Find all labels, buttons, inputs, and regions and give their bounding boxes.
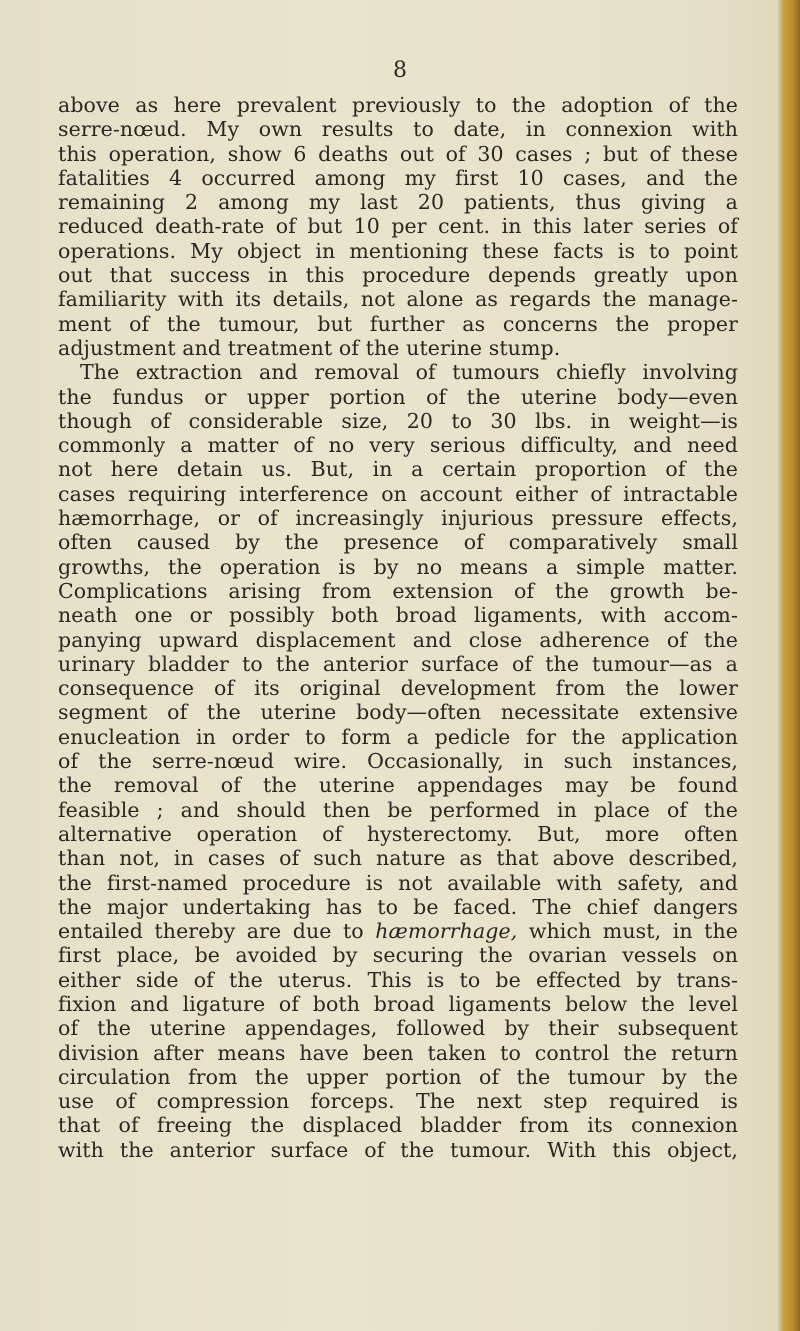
text-line: of the uterine appendages, followed by their subsequent — [58, 1016, 738, 1041]
text-line: reduced death-rate of but 10 per cent. in this later series of — [58, 214, 738, 239]
text-line: consequence of its original development from the lower — [58, 676, 738, 701]
text-line: growths, the operation is by no means a simple matter. — [58, 554, 738, 579]
text-line: use of compression forceps. The next step required is — [58, 1089, 738, 1114]
text-line: first place, be avoided by securing the ovarian vessels on — [58, 943, 738, 968]
page-number: 8 — [393, 58, 407, 83]
text-line: division after means have been taken to control the return — [58, 1040, 738, 1065]
text-line: out that success in this procedure depends greatly upon — [58, 263, 738, 288]
italic-term: hæmorrhage, — [375, 919, 518, 944]
text-line: fatalities 4 occurred among my first 10 cases, and the — [58, 165, 738, 190]
text-line: fixion and ligature of both broad ligaments below the level — [58, 991, 738, 1016]
text-line: with the anterior surface of the tumour. With this object, — [58, 1137, 738, 1162]
text-line: alternative operation of hysterectomy. But, more often — [58, 821, 738, 846]
text-line: familiarity with its details, not alone as regards the manage- — [58, 287, 738, 312]
text-line: either side of the uterus. This is to be effected by trans- — [58, 967, 738, 992]
text-line: the major undertaking has to be faced. The chief dangers — [58, 894, 738, 919]
text-line: feasible ; and should then be performed in place of the — [58, 797, 738, 822]
text-line: serre-nœud. My own results to date, in connexion with — [58, 117, 738, 142]
text-line: panying upward displacement and close adherence of the — [58, 627, 738, 652]
page-gilt-edge — [782, 0, 800, 1331]
text-line: remaining 2 among my last 20 patients, thus giving a — [58, 190, 738, 215]
body-text — [58, 93, 738, 1162]
text-line: ment of the tumour, but further as concerns the proper — [58, 311, 738, 336]
text-line: The extraction and removal of tumours chiefly involving — [80, 360, 738, 385]
text-line: the removal of the uterine appendages may be found — [58, 773, 738, 798]
text-run: entailed thereby are due to — [58, 919, 376, 944]
text-line: segment of the uterine body—often necessitate extensive — [58, 700, 738, 725]
text-line: of the serre-nœud wire. Occasionally, in such instances, — [58, 749, 738, 774]
text-line: urinary bladder to the anterior surface of the tumour—as a — [58, 651, 738, 676]
text-line: though of considerable size, 20 to 30 lbs. in weight—is — [58, 408, 738, 433]
text-line: often caused by the presence of comparatively small — [58, 530, 738, 555]
text-line: the fundus or upper portion of the uterine body—even — [58, 384, 738, 409]
text-line: commonly a matter of no very serious difficulty, and need — [58, 433, 738, 458]
text-line: Complications arising from extension of the growth be- — [58, 578, 738, 603]
text-line: that of freeing the displaced bladder from its connexion — [58, 1113, 738, 1138]
text-line: above as here prevalent previously to the adoption of the — [58, 93, 738, 117]
text-line: circulation from the upper portion of the tumour by the — [58, 1064, 738, 1089]
text-line: cases requiring interference on account either of intractable — [58, 481, 738, 506]
text-line: not here detain us. But, in a certain proportion of the — [58, 457, 738, 482]
text-line: than not, in cases of such nature as that above described, — [58, 846, 738, 871]
text-line: neath one or possibly both broad ligaments, with accom- — [58, 603, 738, 628]
text-line: hæmorrhage, or of increasingly injurious pressure effects, — [58, 506, 738, 531]
text-line: enucleation in order to form a pedicle for the application — [58, 724, 738, 749]
text-run: which must, in the — [517, 919, 738, 944]
text-line-with-italic — [58, 919, 738, 943]
text-line: the first-named procedure is not available with safety, and — [58, 870, 738, 895]
text-line: adjustment and treatment of the uterine stump. — [58, 335, 561, 360]
text-line: this operation, show 6 deaths out of 30 cases ; but of these — [58, 141, 738, 166]
text-line: operations. My object in mentioning these facts is to point — [58, 238, 738, 263]
